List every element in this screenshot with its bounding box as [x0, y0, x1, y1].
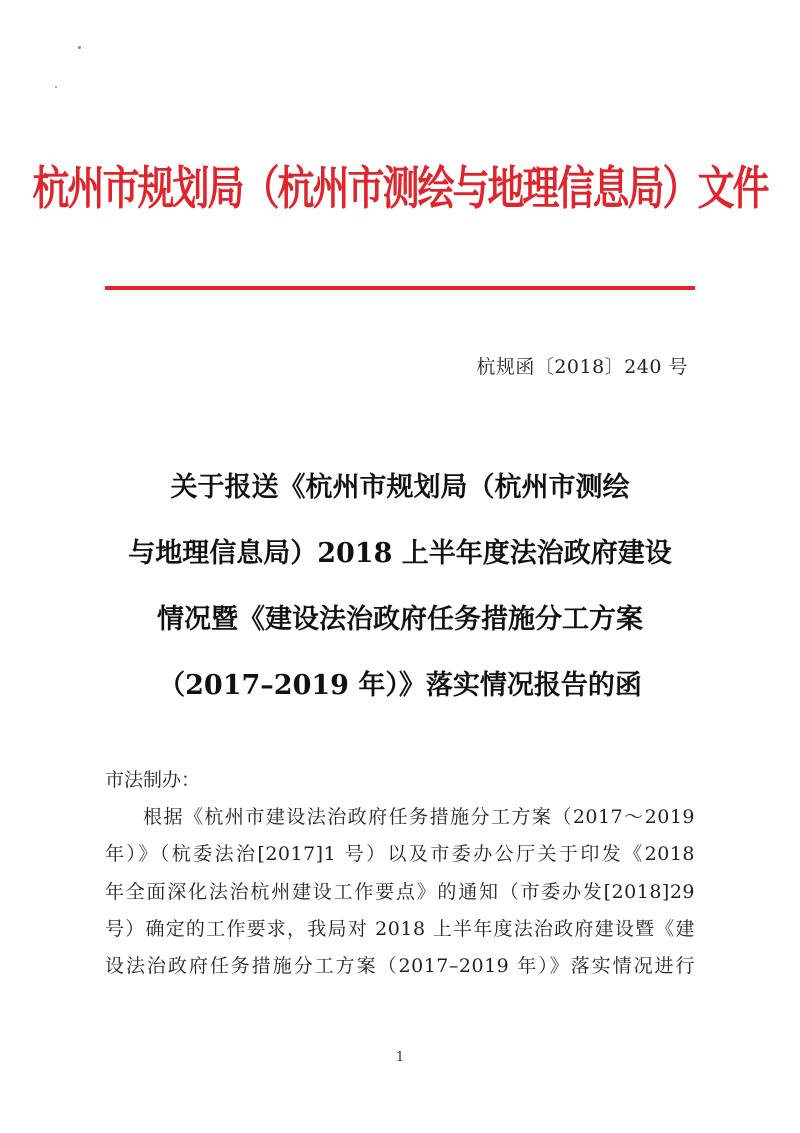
- body-line: 设法治政府任务措施分工方案（2017–2019 年）》落实情况进行: [105, 955, 695, 978]
- title-line: （2017–2019 年）》落实情况报告的函: [158, 670, 642, 701]
- body-paragraph: [105, 804, 695, 990]
- scan-speck: [78, 46, 81, 49]
- page-number: 1: [395, 1050, 405, 1065]
- document-title: [60, 468, 740, 732]
- body-line: 年全面深化法治杭州建设工作要点》的通知（市委办发[2018]29: [105, 880, 695, 903]
- body-line: 年）》（杭委法治[2017]1 号）以及市委办公厅关于印发《2018: [105, 843, 695, 866]
- body-line: 号）确定的工作要求，我局对 2018 上半年度法治政府建设暨《建: [105, 917, 695, 940]
- title-line: 与地理信息局）2018 上半年度法治政府建设: [128, 538, 672, 569]
- salutation: 市法制办：: [105, 769, 201, 791]
- scan-speck: [55, 86, 57, 88]
- letterhead-title: 杭州市规划局（杭州市测绘与地理信息局）文件: [32, 161, 768, 215]
- body-line: 根据《杭州市建设法治政府任务措施分工方案（2017～2019: [143, 806, 695, 828]
- title-line: 情况暨《建设法治政府任务措施分工方案: [157, 604, 643, 635]
- document-number: 杭规函〔2018〕240 号: [476, 356, 688, 378]
- letterhead-red-rule: [105, 286, 695, 290]
- title-line: 关于报送《杭州市规划局（杭州市测绘: [170, 472, 630, 503]
